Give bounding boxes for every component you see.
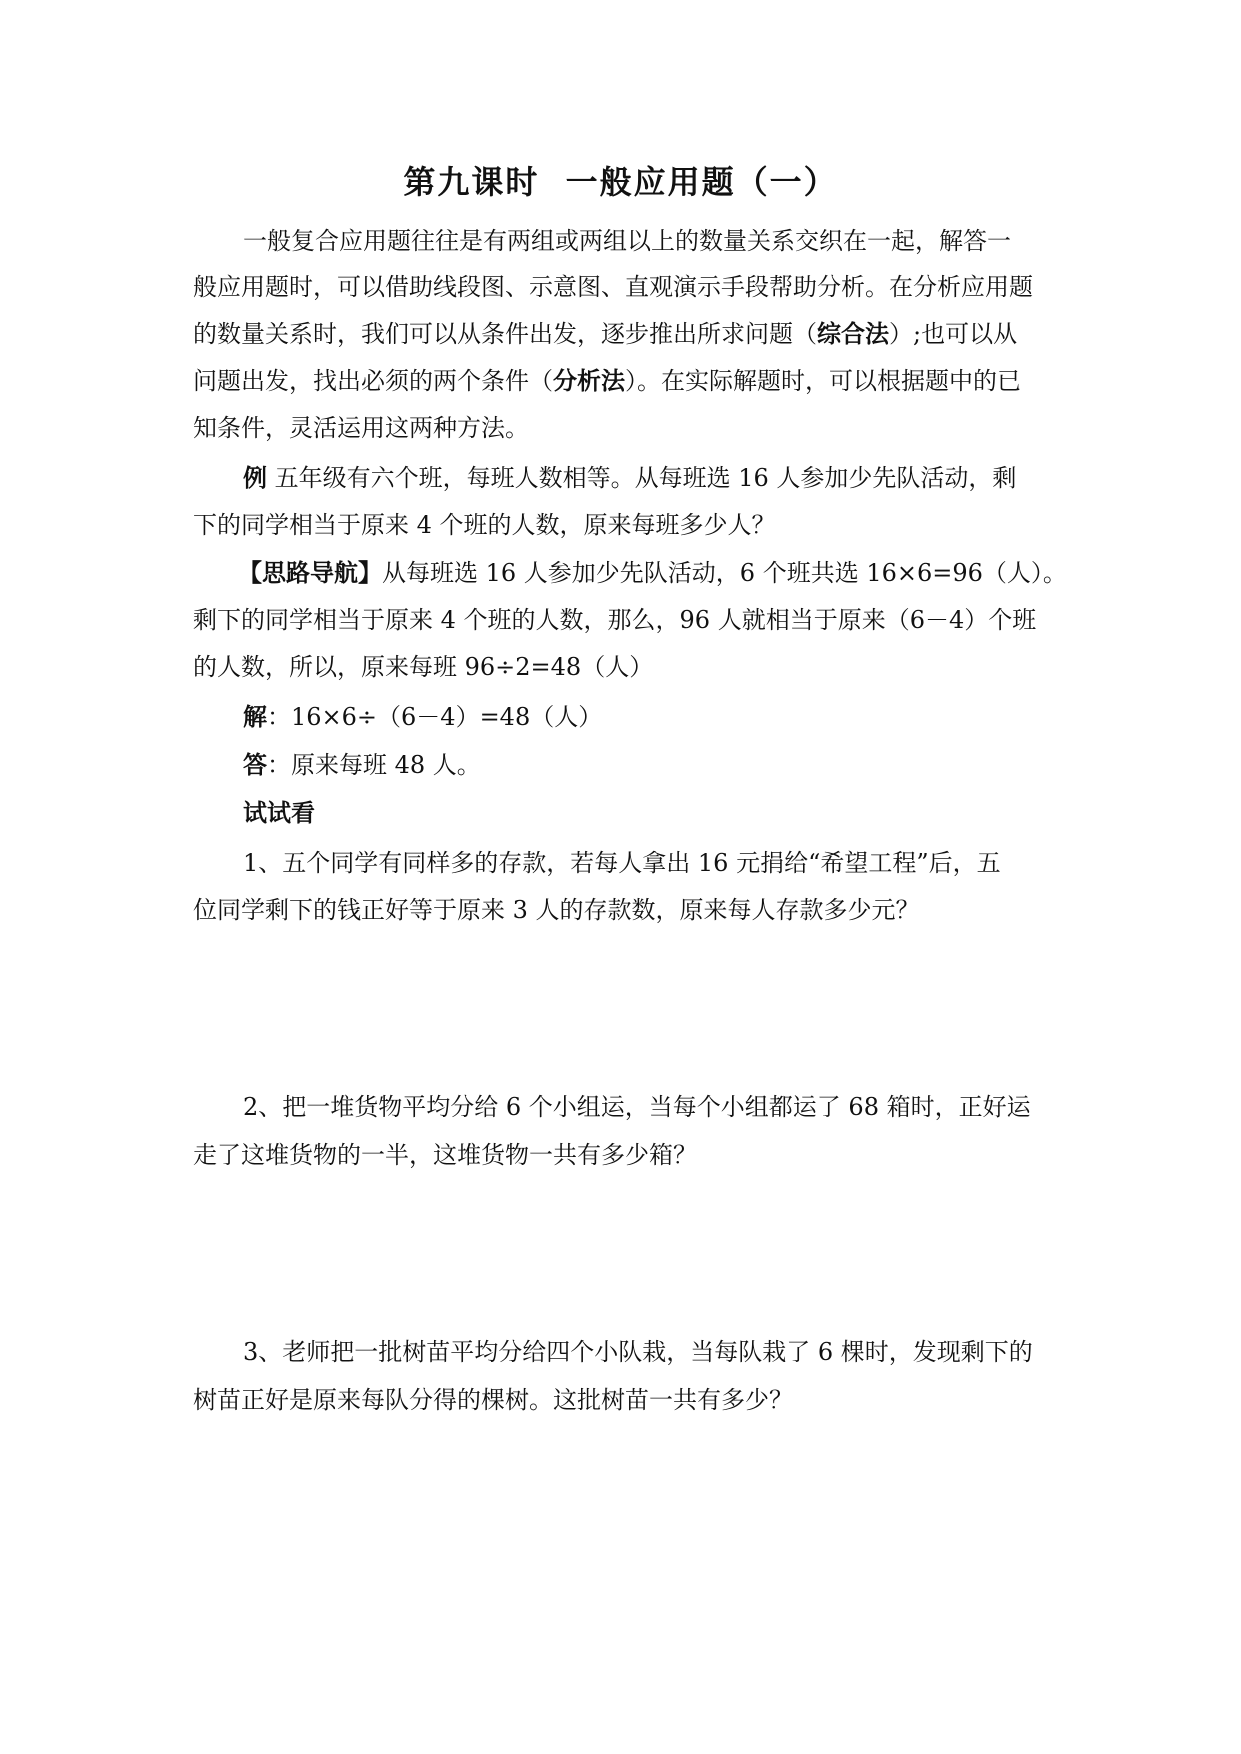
example-text-1: 五年级有六个班，每班人数相等。从每班选 16 人参加少先队活动，剩 bbox=[267, 464, 1017, 492]
guide-label: 【思路导航】 bbox=[238, 558, 382, 587]
practice-heading: 试试看 bbox=[243, 798, 315, 827]
guide-line-1 bbox=[238, 556, 1067, 590]
solution-text: ：16×6÷（6－4）=48（人） bbox=[267, 703, 603, 731]
intro-line-1: 一般复合应用题往往是有两组或两组以上的数量关系交织在一起，解答一 bbox=[243, 227, 1011, 255]
intro-line-3 bbox=[193, 317, 1017, 351]
problem-1-line-1: 1、五个同学有同样多的存款，若每人拿出 16 元捐给“希望工程”后，五 bbox=[243, 849, 1001, 877]
problem-1-line-2: 位同学剩下的钱正好等于原来 3 人的存款数，原来每人存款多少元？ bbox=[193, 896, 920, 924]
intro-line-2: 般应用题时，可以借助线段图、示意图、直观演示手段帮助分析。在分析应用题 bbox=[193, 273, 1033, 301]
problem-2-line-2: 走了这堆货物的一半，这堆货物一共有多少箱？ bbox=[193, 1141, 697, 1169]
synthesis-method-term: 综合法 bbox=[817, 319, 889, 348]
solution-label: 解 bbox=[243, 702, 267, 731]
answer-label: 答 bbox=[243, 750, 267, 779]
intro-line-3-end: ）;也可以从 bbox=[889, 320, 1018, 348]
intro-line-4 bbox=[193, 364, 1021, 398]
solution-line bbox=[243, 700, 602, 734]
intro-line-4-start: 问题出发，找出必须的两个条件（ bbox=[193, 367, 553, 395]
answer-text: ：原来每班 48 人。 bbox=[267, 751, 481, 779]
intro-line-4-end: ）。在实际解题时，可以根据题中的已 bbox=[625, 367, 1021, 395]
intro-line-5: 知条件，灵活运用这两种方法。 bbox=[193, 414, 529, 442]
problem-3-line-1: 3、老师把一批树苗平均分给四个小队栽，当每队栽了 6 棵时，发现剩下的 bbox=[243, 1338, 1033, 1366]
analysis-method-term: 分析法 bbox=[553, 366, 625, 395]
guide-line-3: 的人数，所以，原来每班 96÷2=48（人） bbox=[193, 653, 654, 681]
example-label: 例 bbox=[243, 463, 267, 492]
example-line-2: 下的同学相当于原来 4 个班的人数，原来每班多少人？ bbox=[193, 511, 776, 539]
page-title: 第九课时 一般应用题（一） bbox=[403, 163, 838, 201]
example-line-1 bbox=[243, 461, 1016, 495]
guide-line-2: 剩下的同学相当于原来 4 个班的人数，那么，96 人就相当于原来（6－4）个班 bbox=[193, 606, 1037, 634]
answer-line bbox=[243, 748, 481, 782]
intro-line-3-start: 的数量关系时，我们可以从条件出发，逐步推出所求问题（ bbox=[193, 320, 817, 348]
problem-3-line-2: 树苗正好是原来每队分得的棵树。这批树苗一共有多少？ bbox=[193, 1386, 793, 1414]
guide-text-1: 从每班选 16 人参加少先队活动，6 个班共选 16×6=96（人）。 bbox=[382, 559, 1067, 587]
problem-2-line-1: 2、把一堆货物平均分给 6 个小组运，当每个小组都运了 68 箱时，正好运 bbox=[243, 1093, 1031, 1121]
